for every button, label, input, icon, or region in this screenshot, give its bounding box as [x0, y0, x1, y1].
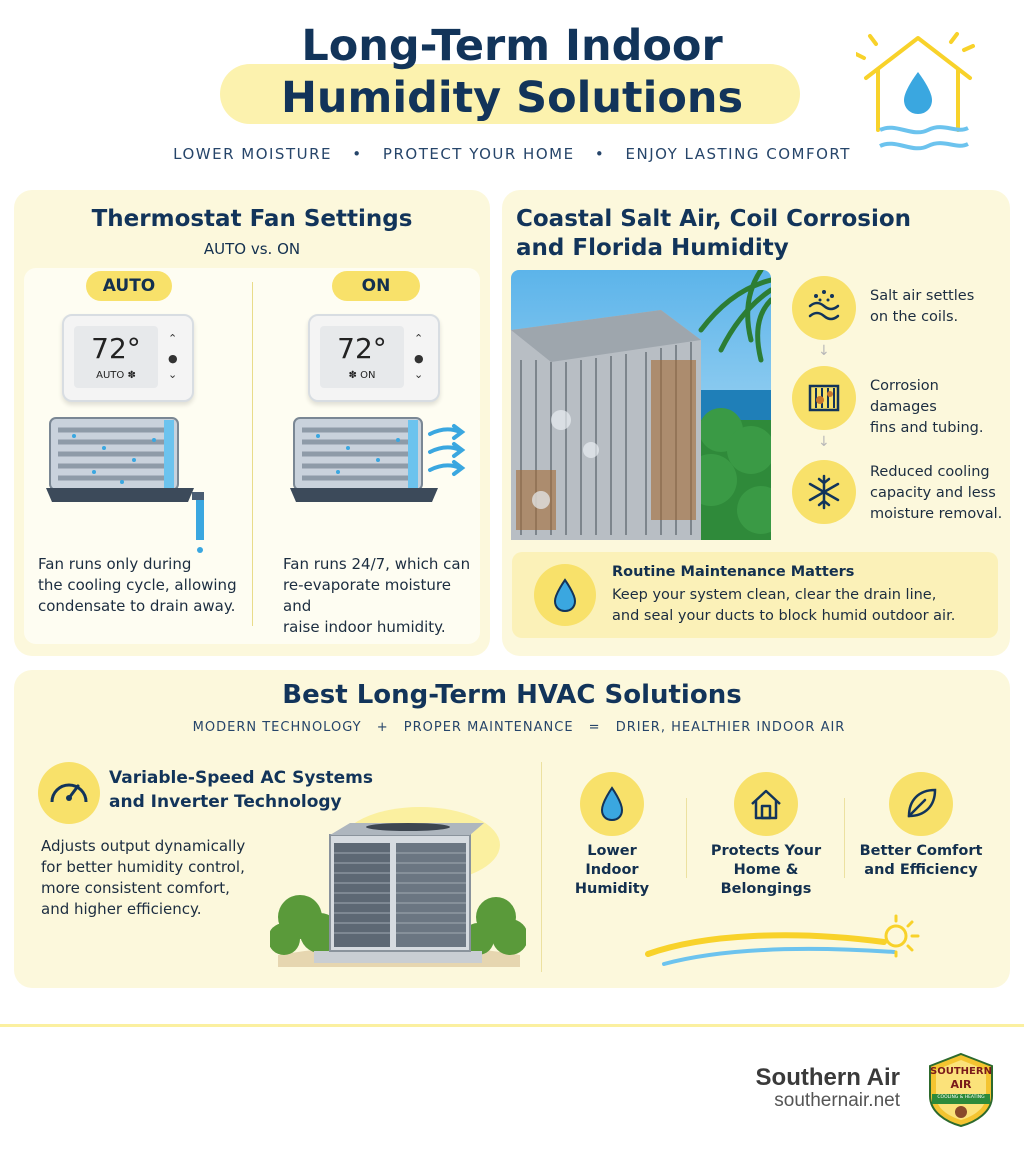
footer-url[interactable]: southernair.net [774, 1090, 900, 1111]
benefit-line: Lower [587, 843, 637, 859]
benefit-line: Better Comfort [859, 843, 983, 859]
thermostat-on [308, 314, 440, 402]
thermostat-mode-label: AUTO [96, 370, 125, 381]
fan-icon: ✽ [348, 370, 357, 381]
chevron-down-icon: ⌄ [414, 368, 424, 381]
auto-desc-line: the cooling cycle, allowing [38, 576, 237, 594]
auto-desc-line: Fan runs only during [38, 555, 192, 573]
fan-section-title: Thermostat Fan Settings [91, 206, 413, 232]
tagline-item: PROTECT YOUR HOME [382, 145, 575, 163]
benefit-line: Protects Your [710, 843, 822, 859]
salt-air-icon [792, 276, 856, 340]
chevron-up-icon: ⌃ [414, 332, 424, 345]
benefit-line: Indoor [585, 862, 639, 878]
tagline [0, 145, 1024, 163]
coastal-step [870, 462, 1002, 525]
thermostat-screen [74, 326, 158, 388]
maintenance-line: Keep your system clean, clear the drain line, [612, 587, 937, 603]
tagline-item: LOWER MOISTURE [173, 145, 332, 163]
equation-term: MODERN TECHNOLOGY [192, 720, 362, 735]
fan-section-subtitle: AUTO vs. ON [203, 240, 301, 258]
step-line: on the coils. [870, 309, 959, 325]
on-desc-line: raise indoor humidity. [283, 618, 446, 636]
variable-speed-line: for better humidity control, [41, 858, 245, 876]
solutions-equation [14, 720, 1024, 735]
thermostat-auto [62, 314, 194, 402]
benefit-line: Home & Belongings [720, 862, 812, 897]
maintenance-title: Routine Maintenance Matters [612, 564, 855, 580]
thermostat-mode-label: ON [360, 370, 376, 381]
step-line: Corrosion damages [870, 378, 939, 415]
variable-speed-title-line2: and Inverter Technology [109, 792, 342, 812]
fan-icon: ✽ [127, 370, 136, 381]
chevron-down-icon: ⌄ [168, 368, 178, 381]
maintenance-line: and seal your ducts to block humid outdoor air. [612, 608, 956, 624]
coastal-step [870, 376, 1010, 439]
on-pill: ON [332, 271, 420, 301]
benefit-label [562, 842, 662, 899]
thermostat-mode [74, 370, 158, 381]
dot-icon: ● [168, 352, 178, 365]
sun-wave-decoration [644, 910, 924, 972]
thermostat-mode [320, 370, 404, 381]
on-desc-line: Fan runs 24/7, which can [283, 555, 471, 573]
logo-text-bottom: COOLING & HEATING [937, 1095, 985, 1100]
equation-term: PROPER MAINTENANCE [403, 720, 574, 735]
coastal-title-line1: Coastal Salt Air, Coil Corrosion [516, 206, 912, 232]
tagline-item: ENJOY LASTING COMFORT [625, 145, 851, 163]
auto-description [38, 554, 248, 617]
benefit-line: Humidity [574, 881, 650, 897]
variable-speed-title-line1: Variable-Speed AC Systems [109, 768, 374, 788]
variable-speed-line: Adjusts output dynamically [41, 837, 246, 855]
tagline-separator: • [352, 145, 363, 163]
chevron-up-icon: ⌃ [168, 332, 178, 345]
step-line: moisture removal. [870, 506, 1003, 522]
step-line: capacity and less [870, 485, 996, 501]
coastal-panel [502, 190, 1010, 656]
corrosion-icon [792, 366, 856, 430]
snowflake-icon [792, 460, 856, 524]
solutions-divider [541, 762, 542, 972]
coil-airflow-illustration [288, 412, 478, 512]
ac-unit-illustration [270, 805, 526, 975]
thermostat-screen [320, 326, 404, 388]
maintenance-box [512, 552, 998, 638]
coil-drain-illustration [44, 412, 224, 556]
on-desc-line: re-evaporate moisture and [283, 576, 451, 615]
benefit-line: and Efficiency [864, 862, 978, 878]
thermostat-temp: 72° [91, 332, 141, 365]
dot-icon: ● [414, 352, 424, 365]
water-drop-icon [534, 564, 596, 626]
variable-speed-line: more consistent comfort, [41, 879, 230, 897]
step-line: Reduced cooling [870, 464, 990, 480]
coastal-ac-photo [511, 270, 771, 540]
solutions-panel [14, 670, 1010, 988]
coastal-step [870, 286, 974, 328]
on-description [283, 554, 483, 638]
fan-divider [252, 282, 253, 626]
page-title-line1: Long-Term Indoor [301, 21, 723, 71]
tagline-separator: • [594, 145, 606, 163]
footer-rule [0, 1024, 1024, 1027]
benefit-divider [844, 798, 845, 878]
fan-settings-panel [14, 190, 490, 656]
variable-speed-description [41, 836, 271, 920]
benefit-label [856, 842, 986, 880]
arrow-down-icon: ↓ [818, 434, 830, 450]
thermostat-temp: 72° [337, 332, 387, 365]
maintenance-text [612, 585, 955, 627]
solutions-title: Best Long-Term HVAC Solutions [282, 680, 742, 710]
logo-text-top: SOUTHERN [930, 1066, 992, 1077]
house-water-icon [856, 28, 986, 160]
arrow-down-icon: ↓ [818, 343, 830, 359]
variable-speed-line: and higher efficiency. [41, 900, 202, 918]
equation-term: DRIER, HEALTHIER INDOOR AIR [615, 720, 846, 735]
water-drop-icon [580, 772, 644, 836]
auto-pill: AUTO [86, 271, 172, 301]
house-icon [734, 772, 798, 836]
footer-brand: Southern Air [755, 1064, 900, 1091]
gauge-icon [38, 762, 100, 824]
leaf-icon [889, 772, 953, 836]
equation-operator: + [376, 720, 389, 735]
coastal-title-line2: and Florida Humidity [516, 235, 789, 261]
logo-text-mid: AIR [950, 1078, 972, 1091]
step-line: Salt air settles [870, 288, 975, 304]
benefit-label [686, 842, 846, 899]
equation-operator: = [588, 720, 601, 735]
auto-desc-line: condensate to drain away. [38, 597, 236, 615]
page-title-line2: Humidity Solutions [280, 73, 744, 123]
step-line: fins and tubing. [870, 420, 984, 436]
